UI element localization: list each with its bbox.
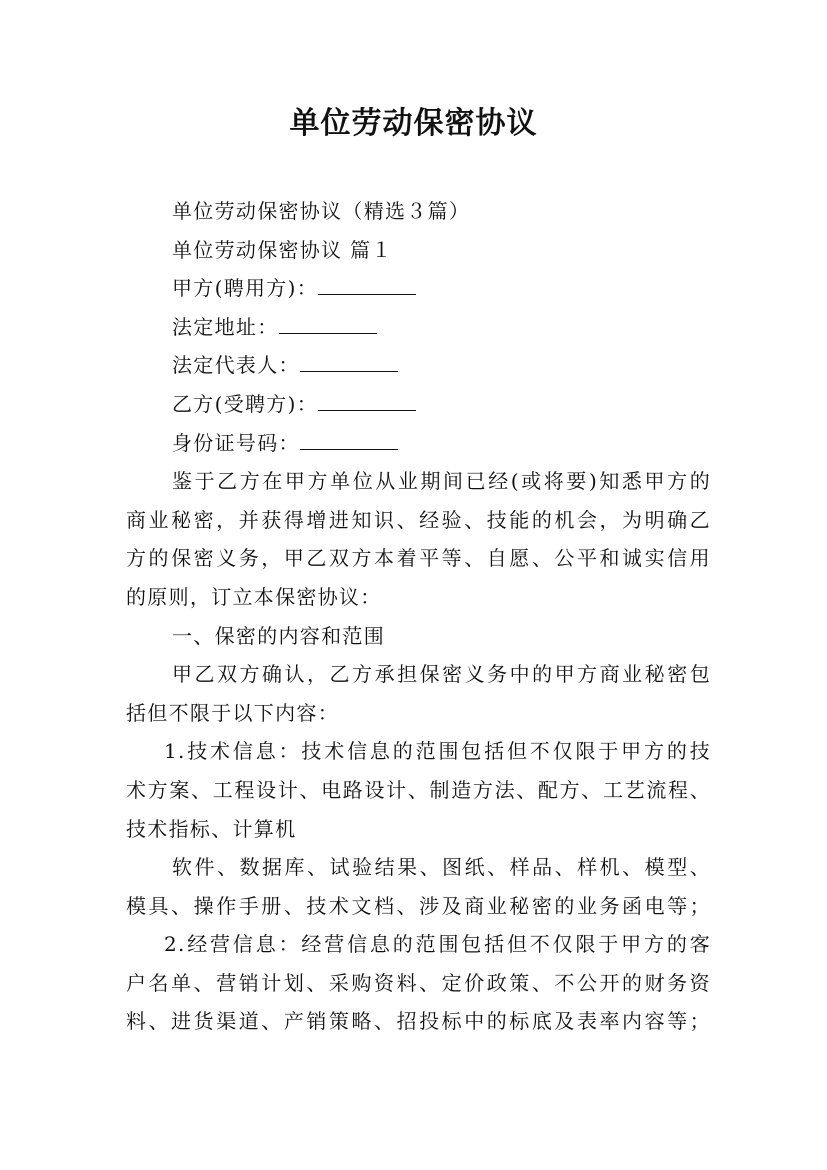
field-label: 甲方(聘用方)：: [172, 276, 319, 301]
section-heading: 单位劳动保密协议 篇１: [172, 237, 393, 262]
item-line: 软件、数据库、试验结果、图纸、样品、样机、模型、: [172, 855, 711, 880]
preamble-line: 方的保密义务，甲乙双方本着平等、自愿、公平和诚实信用: [126, 546, 711, 571]
field-label: 身份证号码：: [172, 430, 300, 455]
blank-line: [300, 429, 398, 450]
item-line: 2.经营信息：经营信息的范围包括但不仅限于甲方的客: [164, 932, 711, 957]
field-label: 乙方(受聘方)：: [172, 391, 319, 416]
clause-intro-line: 甲乙双方确认，乙方承担保密义务中的甲方商业秘密包: [172, 662, 711, 687]
field-id-number: [126, 424, 711, 463]
document-body: [126, 192, 711, 1041]
preamble-line: 的原则，订立本保密协议：: [126, 584, 382, 609]
blank-line: [318, 274, 416, 295]
item-line: 1.技术信息：技术信息的范围包括但不仅限于甲方的技: [164, 739, 711, 764]
item-line: 户名单、营销计划、采购资料、定价政策、不公开的财务资: [126, 970, 711, 995]
clause-heading: 一、保密的内容和范围: [172, 623, 385, 648]
item-line: 术方案、工程设计、电路设计、制造方法、配方、工艺流程、: [126, 777, 711, 802]
field-legal-representative: [126, 346, 711, 385]
item-line: 模具、操作手册、技术文档、涉及商业秘密的业务函电等；: [126, 893, 711, 918]
preamble-line: 鉴于乙方在甲方单位从业期间已经(或将要)知悉甲方的: [172, 469, 711, 494]
clause-intro-line: 括但不限于以下内容：: [126, 700, 339, 725]
field-label: 法定代表人：: [172, 353, 300, 378]
preamble-line: 商业秘密，并获得增进知识、经验、技能的机会，为明确乙: [126, 507, 711, 532]
blank-line: [318, 390, 416, 411]
item-line: 技术指标、计算机: [126, 816, 297, 841]
item-line: 料、进货渠道、产销策略、招投标中的标底及表率内容等；: [126, 1009, 711, 1034]
document-title: 单位劳动保密协议: [289, 106, 538, 141]
field-party-b: [126, 385, 711, 424]
field-legal-address: [126, 308, 711, 347]
blank-line: [300, 351, 398, 372]
field-label: 法定地址：: [172, 314, 279, 339]
blank-line: [279, 313, 377, 334]
subtitle: 单位劳动保密协议（精选３篇）: [172, 199, 471, 223]
field-party-a: [126, 269, 711, 308]
